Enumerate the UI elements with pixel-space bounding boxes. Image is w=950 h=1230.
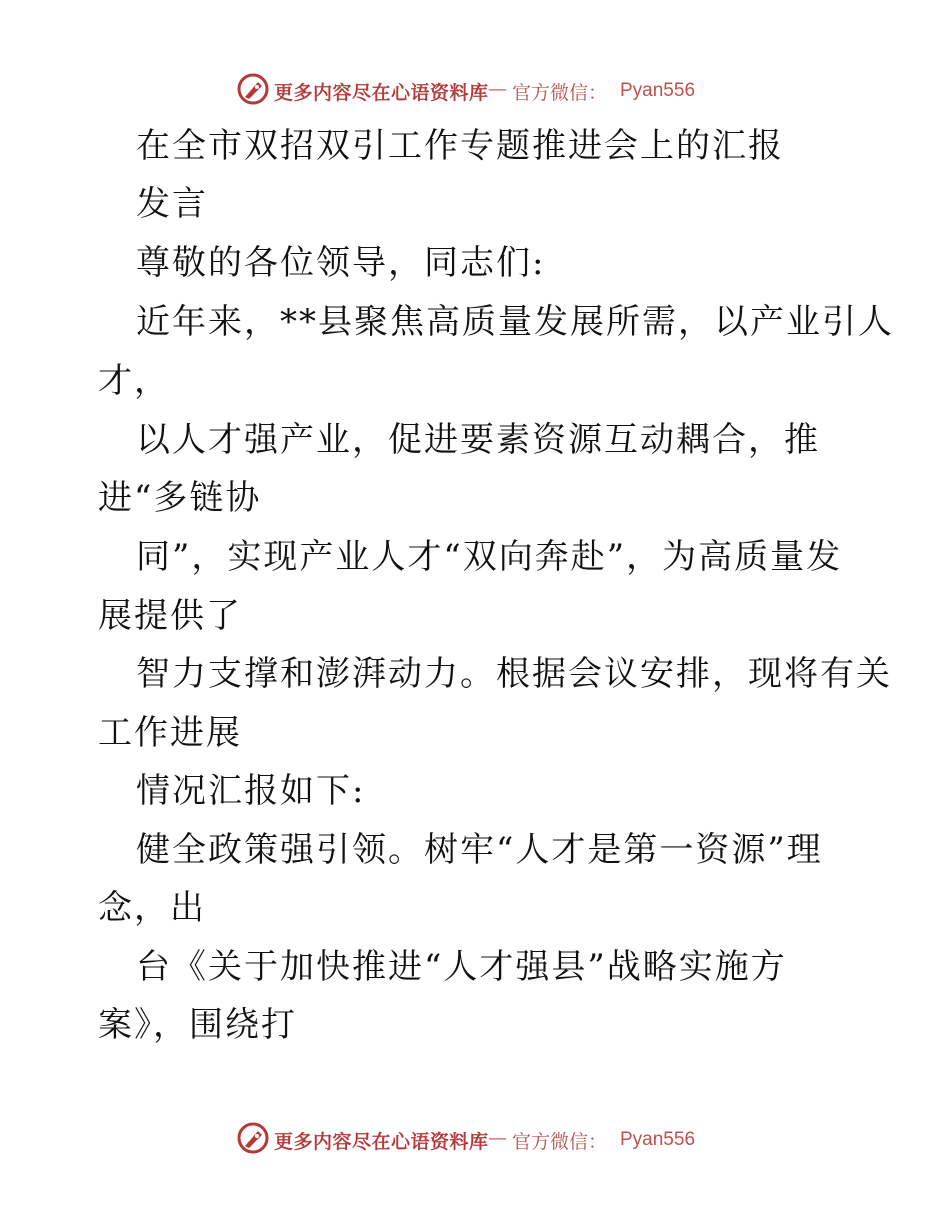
watermark-banner-bottom xyxy=(0,1121,950,1161)
doc-line: 台《关于加快推进“人才强县”战略实施方 xyxy=(136,947,787,987)
doc-line: 近年来，**县聚焦高质量发展所需，以产业引人 xyxy=(136,302,894,342)
doc-title-line-1: 在全市双招双引工作专题推进会上的汇报 xyxy=(136,126,784,166)
doc-line: 展提供了 xyxy=(98,596,242,636)
doc-title-line-2: 发言 xyxy=(136,184,208,224)
doc-line: 以人才强产业，促进要素资源互动耦合，推 xyxy=(136,420,820,460)
doc-line: 进“多链协 xyxy=(98,478,262,518)
watermark-wechat-label: 官方微信： xyxy=(512,82,608,104)
watermark-banner-top xyxy=(0,72,950,112)
doc-line: 同”，实现产业人才“双向奔赴”，为高质量发 xyxy=(136,537,843,577)
pen-nib-circle-icon xyxy=(236,72,270,106)
watermark-wechat-id: Pyan556 xyxy=(620,80,696,101)
watermark-separator: — xyxy=(488,1127,507,1149)
doc-line: 情况汇报如下: xyxy=(136,771,366,811)
pen-nib-circle-icon xyxy=(236,1121,270,1155)
doc-line: 才， xyxy=(98,361,170,401)
watermark-wechat-label: 官方微信： xyxy=(512,1131,608,1153)
doc-line: 健全政策强引领。树牢“人才是第一资源”理 xyxy=(136,830,823,870)
doc-salutation: 尊敬的各位领导，同志们: xyxy=(136,243,546,283)
doc-line: 念，出 xyxy=(98,888,206,928)
watermark-text: 更多内容尽在心语资料库 xyxy=(274,1131,489,1153)
doc-line: 工作进展 xyxy=(98,713,242,753)
watermark-separator: — xyxy=(488,78,507,100)
doc-line: 案》，围绕打 xyxy=(98,1005,297,1045)
watermark-wechat-id: Pyan556 xyxy=(620,1129,696,1150)
watermark-text: 更多内容尽在心语资料库 xyxy=(274,82,489,104)
doc-line: 智力支撑和澎湃动力。根据会议安排，现将有关 xyxy=(136,654,892,694)
